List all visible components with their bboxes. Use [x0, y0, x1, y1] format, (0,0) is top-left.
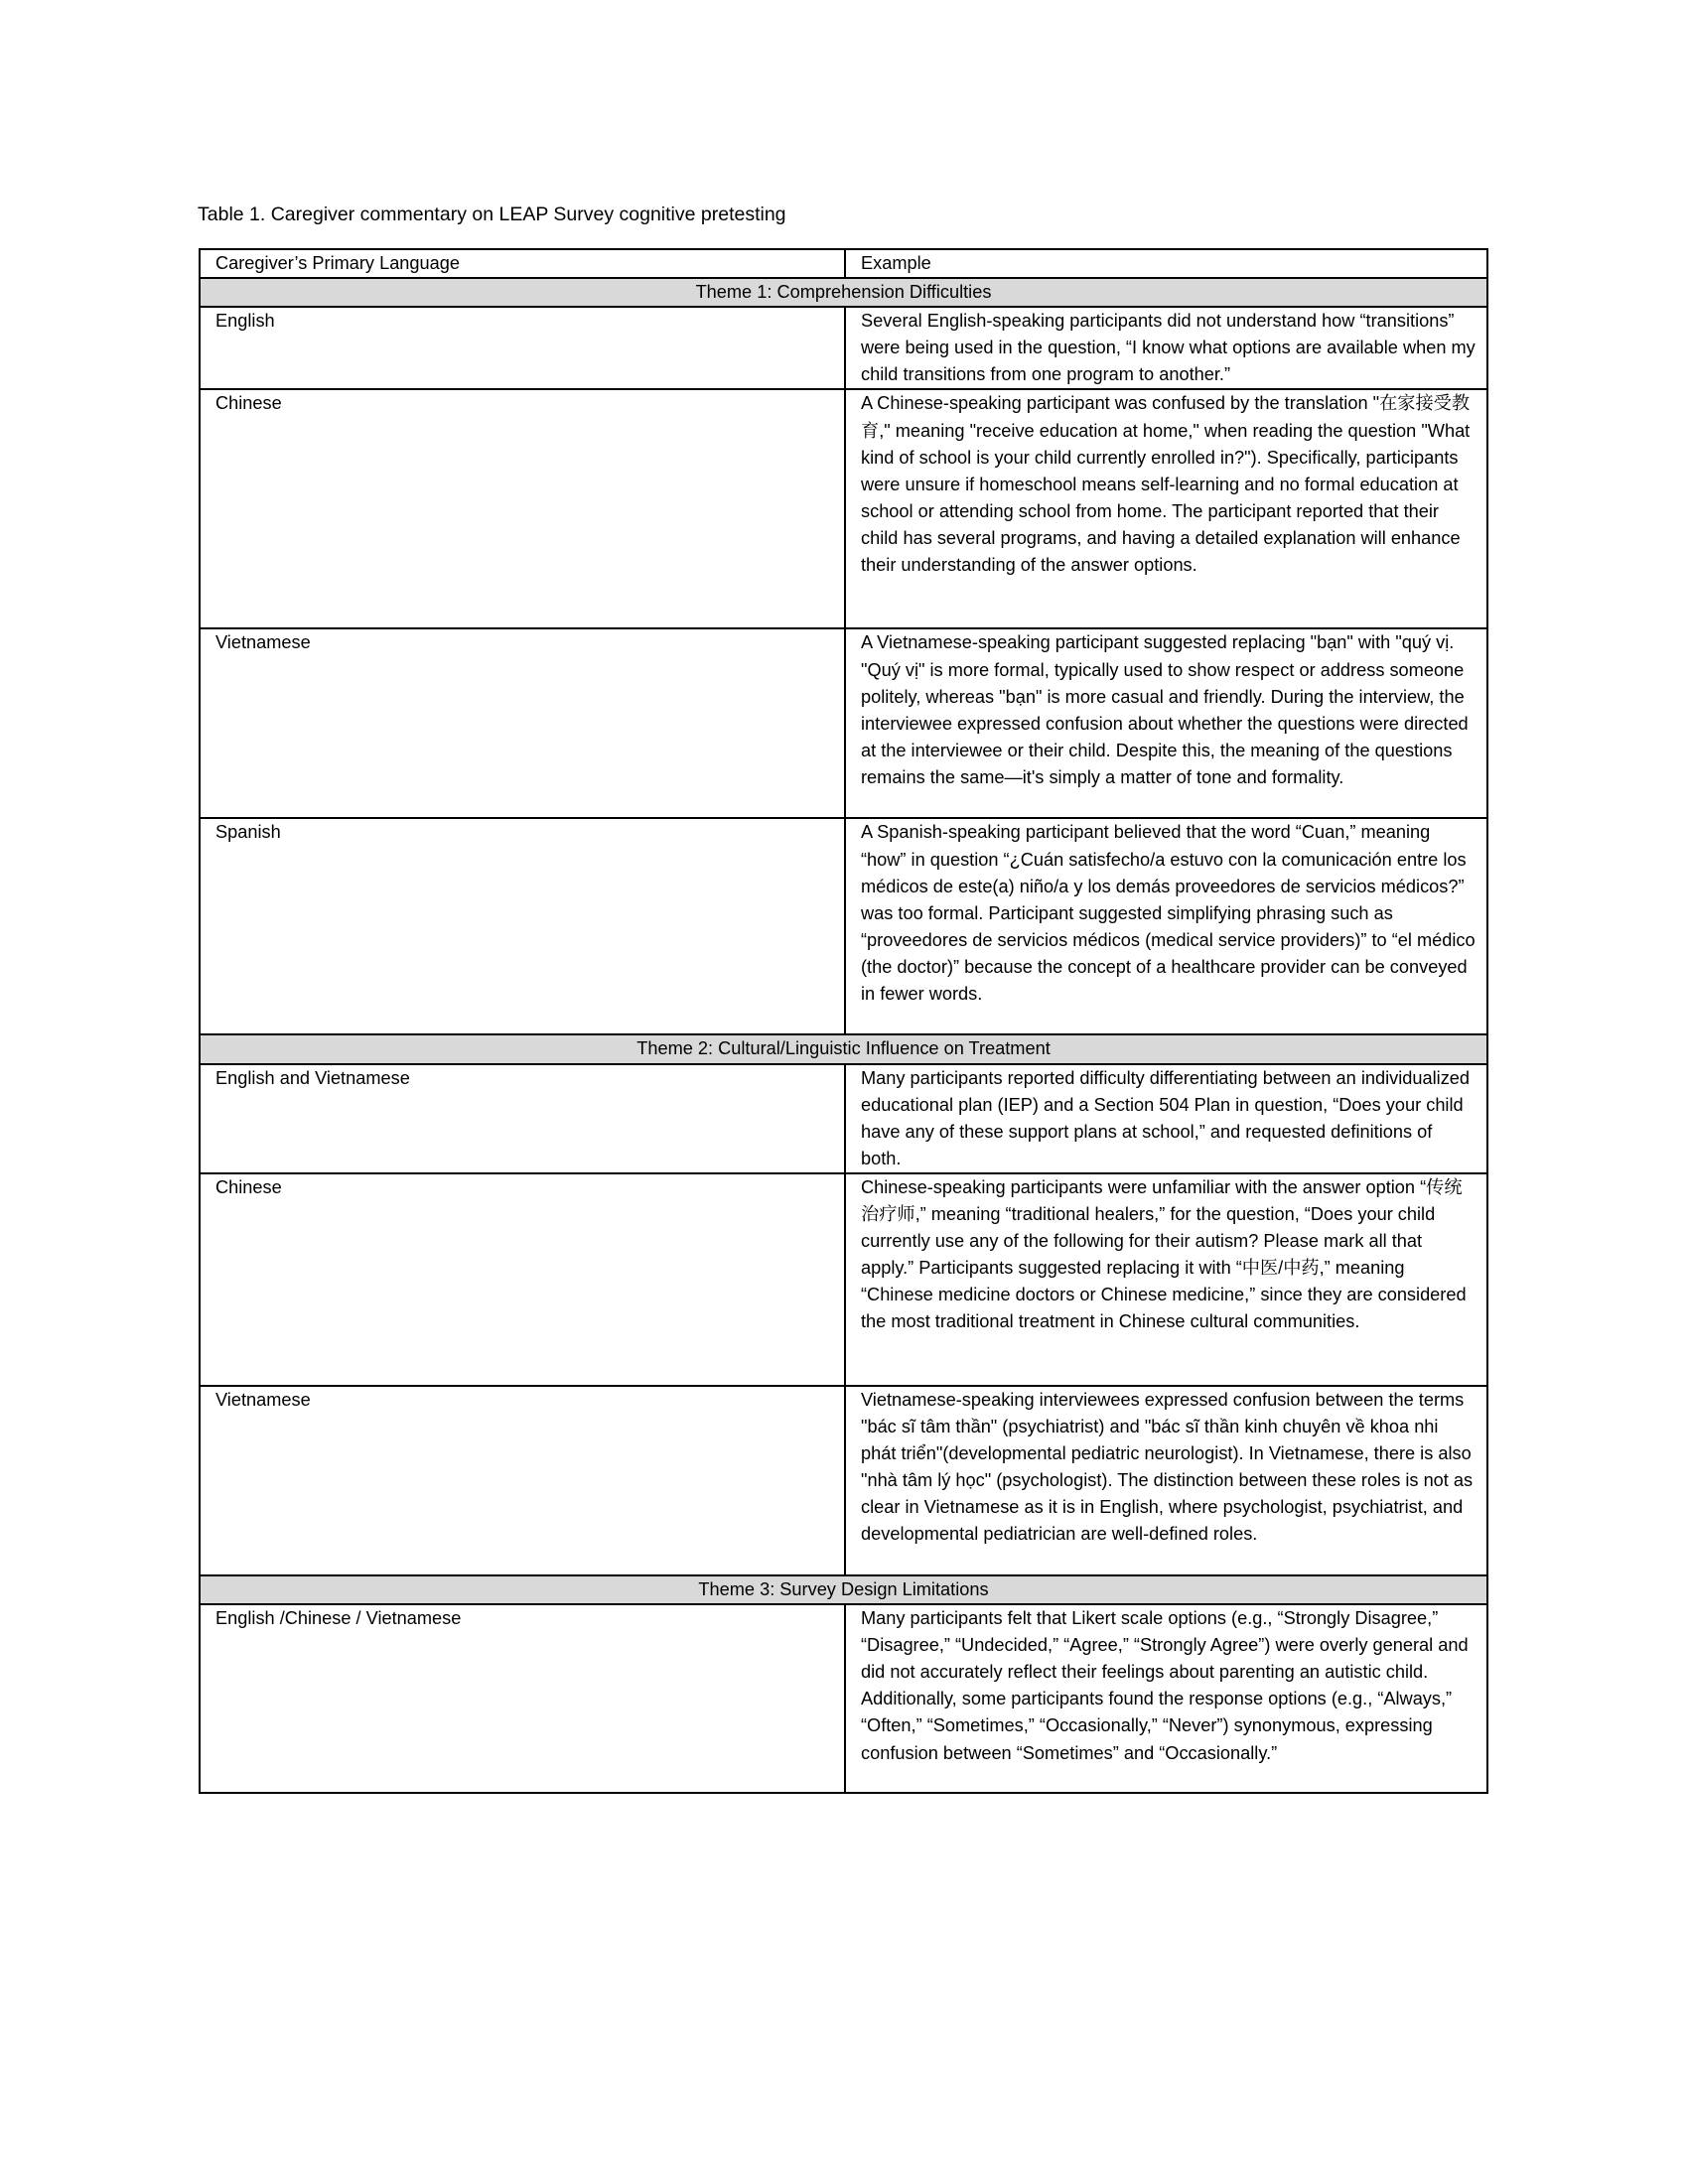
language-cell: Vietnamese: [200, 1386, 845, 1575]
theme-heading: Theme 2: Cultural/Linguistic Influence on Treatment: [200, 1034, 1487, 1063]
example-cell: Chinese-speaking participants were unfamiliar with the answer option “传统治疗师,” meaning “traditional healers,” for the question, “Does your child currently use any of the following for their autism? Please mark all that apply.” Participants suggested replacing it with “中医/中药,” meaning “Chinese medicine doctors or Chinese medicine,” since they are considered the most traditional treatment in Chinese cultural communities.: [845, 1173, 1487, 1386]
theme-heading: Theme 3: Survey Design Limitations: [200, 1575, 1487, 1604]
language-cell: Chinese: [200, 389, 845, 628]
example-cell: Several English-speaking participants did not understand how “transitions” were being used in the question, “I know what options are available when my child transitions from one program to another.”: [845, 307, 1487, 389]
theme-heading: Theme 1: Comprehension Difficulties: [200, 278, 1487, 307]
language-cell: Vietnamese: [200, 628, 845, 818]
table-row: [200, 1064, 1487, 1173]
language-cell: Spanish: [200, 818, 845, 1034]
table-row: [200, 1604, 1487, 1793]
example-cell: Vietnamese-speaking interviewees expressed confusion between the terms "bác sĩ tâm thần" (psychiatrist) and "bác sĩ thần kinh chuyên về khoa nhi phát triển"(developmental pediatric neurologist). In Vietnamese, there is also "nhà tâm lý học" (psychologist). The distinction between these roles is not as clear in Vietnamese as it is in English, where psychologist, psychiatrist, and developmental pediatrician are well-defined roles.: [845, 1386, 1487, 1575]
table-row: [200, 1386, 1487, 1575]
language-cell: English /Chinese / Vietnamese: [200, 1604, 845, 1793]
example-cell: A Vietnamese-speaking participant suggested replacing "bạn" with "quý vị. "Quý vị" is more formal, typically used to show respect or address someone politely, whereas "bạn" is more casual and friendly. During the interview, the interviewee expressed confusion about whether the questions were directed at the interviewee or their child. Despite this, the meaning of the questions remains the same—it's simply a matter of tone and formality.: [845, 628, 1487, 818]
table-row: [200, 1173, 1487, 1386]
table-row: [200, 818, 1487, 1034]
theme-row: [200, 1034, 1487, 1063]
language-cell: English and Vietnamese: [200, 1064, 845, 1173]
header-example: Example: [845, 249, 1487, 278]
language-cell: English: [200, 307, 845, 389]
caregiver-commentary-table: [199, 248, 1488, 1794]
example-cell: Many participants felt that Likert scale options (e.g., “Strongly Disagree,” “Disagree,” “Undecided,” “Agree,” “Strongly Agree”) were overly general and did not accurately reflect their feelings about parenting an autistic child. Additionally, some participants found the response options (e.g., “Always,” “Often,” “Sometimes,” “Occasionally,” “Never”) synonymous, expressing confusion between “Sometimes” and “Occasionally.”: [845, 1604, 1487, 1793]
example-cell: Many participants reported difficulty differentiating between an individualized educational plan (IEP) and a Section 504 Plan in question, “Does your child have any of these support plans at school,” and requested definitions of both.: [845, 1064, 1487, 1173]
language-cell: Chinese: [200, 1173, 845, 1386]
theme-row: [200, 1575, 1487, 1604]
table-row: [200, 307, 1487, 389]
table-row: [200, 628, 1487, 818]
example-cell: A Chinese-speaking participant was confused by the translation "在家接受教育," meaning "receive education at home," when reading the question "What kind of school is your child currently enrolled in?"). Specifically, participants were unsure if homeschool means self-learning and no formal education at school or attending school from home. The participant reported that their child has several programs, and having a detailed explanation will enhance their understanding of the answer options.: [845, 389, 1487, 628]
theme-row: [200, 278, 1487, 307]
table-caption: Table 1. Caregiver commentary on LEAP Survey cognitive pretesting: [198, 204, 786, 225]
table-row: [200, 389, 1487, 628]
example-cell: A Spanish-speaking participant believed that the word “Cuan,” meaning “how” in question “¿Cuán satisfecho/a estuvo con la comunicación entre los médicos de este(a) niño/a y los demás proveedores de servicios médicos?” was too formal. Participant suggested simplifying phrasing such as “proveedores de servicios médicos (medical service providers)” to “el médico (the doctor)” because the concept of a healthcare provider can be conveyed in fewer words.: [845, 818, 1487, 1034]
header-primary-language: Caregiver’s Primary Language: [200, 249, 845, 278]
table-header-row: [200, 249, 1487, 278]
